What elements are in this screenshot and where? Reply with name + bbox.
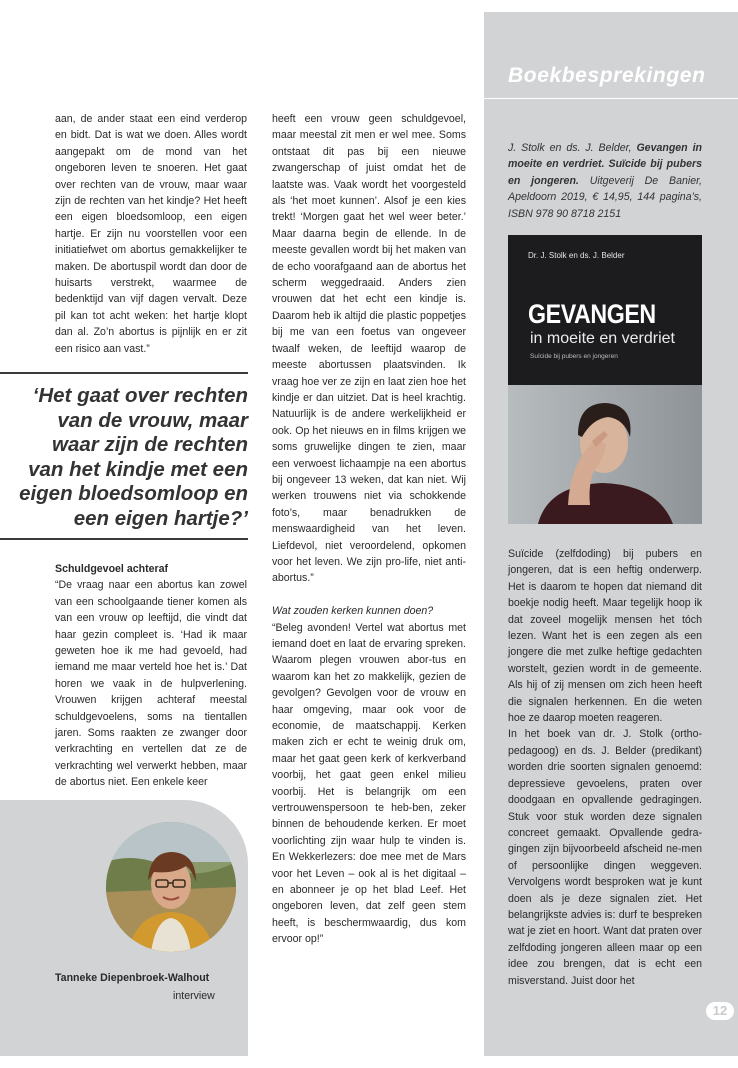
book-info [508, 140, 702, 222]
pullquote-top-rule [0, 372, 248, 374]
col2-paragraph-1: heeft een vrouw geen schuldgevoel, maar meestal zit men er wel mee. Soms ontstaat dit pas bij een nieuwe zwangerschap of juist omdat het de laatste was. Vaak wordt het voorgesteld als ‘het moet kunnen’. Alsof je een kies trekt! ‘Morgen gaat het wel weer beter.’ Maar daarna begin de ellende. In de meeste gevallen wordt bij het maken van de echo voorafgaand aan de abortus het scherm weggedraaid. Anders zien vrouwen dat het echt een kindje is. Daarom heb ik altijd die plastic poppetjes bij me van een foetus van ongeveer twaalf weken, de leeftijd waarop de meeste abortussen plaatsvinden. Ik vraag hoe ver ze zijn en laat zien hoe het kindje er dan uitziet. Dat is heel krachtig. Natuurlijk is de andere werkelijkheid er ook. Op het nieuws en in films krijgen we soms gruwelijke dingen te zien, maar een verwoest lichaampje na een abortus bij ongeveer 13 weken, dat kan niet. Wij werken trouwens niet via schokkende foto’s, maar benadrukken de menswaardigheid van het leven. Liefdevol, niet veroordelend, opkomen voor het leven. We zijn pro-life, niet anti-abortus.” [272, 113, 466, 585]
author-role: interview [173, 990, 215, 1002]
sidebar-paragraph-1: Suïcide (zelfdoding) bij pubers en jongeren, dat is een heftig onderwerp. Het is daarom te hopen dat niemand dit boekje nodig heeft. Maar tegelijk hoop ik dat zoveel mogelijk mensen het tóch lezen. Want het is een zegen als een jongere die met zulke heftige gedachten worstelt, gezien wordt in de gemeente. Als hij of zij mensen om zich heen heeft die signalen herkennen. En die weten hoe ze daarop moeten reageren. [508, 548, 702, 725]
pullquote-bottom-rule [0, 538, 248, 540]
sidebar-title: Boekbesprekingen [508, 64, 706, 87]
col2-paragraph-2: “Beleg avonden! Vertel wat abortus met iemand doet en laat de ervaring spreken. Waarom plegen vrouwen abor-tus en waarom kan het zo makkelijk, gezien de gevolgen? Gevolgen voor de vrouw en haar omgeving, maar ook voor de economie, de maatschappij. Kerken maken zich er echt te weinig druk om, maar het gaat geen kerk of kerkverband voorbij, het gaat geen enkel milieu voorbij. Het is belangrijk om een vertrouwenspersoon te heb-ben, zeker binnen de behoudende kerken. Er moet voorlichting zijn waar hulp te vinden is. En Wekkerlezers: doe mee met de Mars voor het Leven – ook al is het digitaal – en abonneer je op het blad Leef. Het ongeboren leven, dat zelf geen stem heeft, is beschermwaardig, dus kom ervoor op!” [272, 621, 466, 946]
cover-title: GEVANGEN [528, 299, 656, 329]
author-name: Tanneke Diepenbroek-Walhout [55, 972, 210, 984]
book-authors: J. Stolk en ds. J. Belder, [508, 142, 632, 154]
book-details: Uitgeverij De Banier, Apeldoorn 2019, € 14,95, 144 pagina’s, ISBN 978 90 8718 2151 [508, 174, 702, 220]
col1-paragraph-1: aan, de ander staat een eind verderop en bidt. Dat is wat we doen. Alles wordt aangepakt om de mond van het ongeboren leven te snoeren. Het gaat over rechten van de vrouw, maar waar zijn de rechten van het kindje? Het heeft een eigen bloedsomloop, een eigen hartje. Er zijn nu voorstellen voor een initiatiefwet om abortus gemakkelijker te maken. De abortuspil wordt dan door de huisarts verstrekt, waarmee de bedenktijd van vijf dagen vervalt. Deze pil kan tot acht weken: het hartje klopt dan al. Zo’n abortus is pijnlijk en er zit een risico aan vast.” [55, 113, 247, 355]
author-photo [106, 822, 236, 952]
col1-bottom-text [55, 561, 247, 791]
book-review-sidebar [484, 12, 738, 1056]
book-title: Gevangen in moeite en verdriet. Suïcide bij pubers en jongeren. [508, 142, 702, 187]
col1-top-text [55, 111, 247, 357]
cover-authors: Dr. J. Stolk en ds. J. Belder [528, 251, 625, 260]
sidebar-text [508, 546, 702, 989]
cover-subtitle: in moeite en verdriet [530, 330, 675, 347]
sidebar-paragraph-2: In het boek van dr. J. Stolk (ortho-pedagoog) en ds. J. Belder (predikant) worden drie soorten signalen genoemd: depressieve gevoelens, praten over doodgaan en opvallende gedragingen. Stuk voor stuk worden deze signalen concreet gemaakt. Opvallende gedra-gingen zijn bijvoorbeeld afscheid ne-men of persoonlijke dingen weggeven. Vervolgens wordt besproken wat je kunt doen als je deze signalen ziet. Het belangrijkste advies is: durf te bespreken wat je ziet en hoort. Want dat praten over zelfdoding jongeren alleen maar op een idee zou brengen, dat is echt een misverstand. Juist door het [508, 728, 702, 987]
subhead-kerken: Wat zouden kerken kunnen doen? [272, 605, 434, 618]
page-number: 12 [706, 1002, 734, 1020]
col2-text [272, 111, 466, 948]
col2-spacer [272, 587, 466, 603]
col1-paragraph-2: “De vraag naar een abortus kan zowel van een schoolgaande tiener komen als van een vrouw op leeftijd, die vindt dat haar gezin compleet is. ‘Had ik maar geweten hoe ik me had gevoeld, had iemand me maar verteld hoe het is.’ Dat horen we vaak in de hulpverlening. Vrouwen krijgen achteraf meestal schuldgevoelens, soms na tientallen jaren. Soms raakten ze zwanger door verkrachting en vertellen dat ze de verkrachting wel verwerkt hebben, maar de abortus niet. Een enkele keer [55, 579, 247, 789]
cover-photo [508, 385, 702, 524]
book-cover [508, 235, 702, 524]
pull-quote: ‘Het gaat over rechten van de vrouw, maar waar zijn de rechten van het kindje met een eigen bloedsomloop en een eigen hartje?’ [19, 384, 248, 530]
subhead-schuldgevoel: Schuldgevoel achteraf [55, 563, 169, 575]
cover-tagline: Suïcide bij pubers en jongeren [530, 353, 618, 360]
sidebar-title-rule [484, 98, 738, 99]
